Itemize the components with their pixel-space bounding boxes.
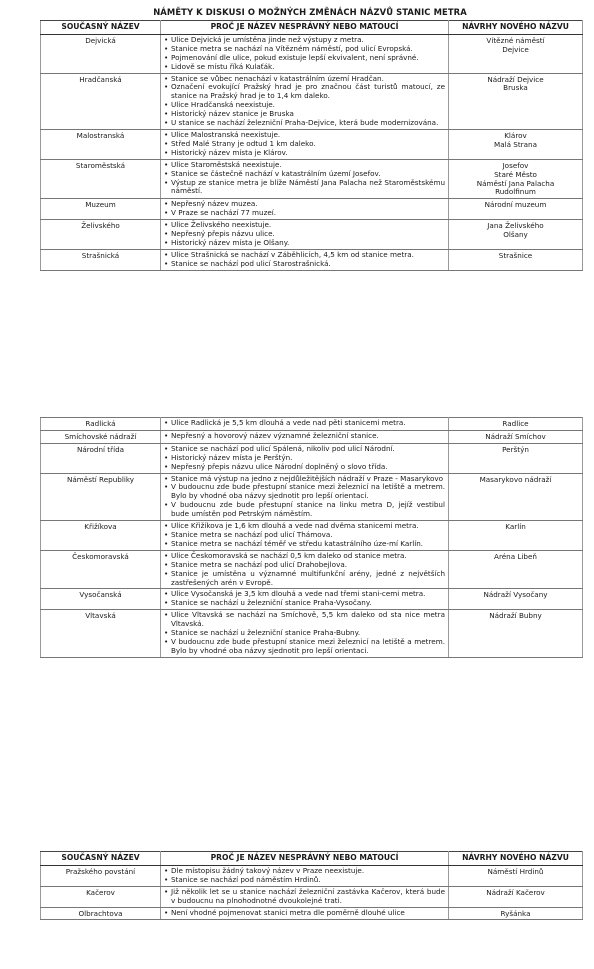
proposed-name: Vítězné náměstí bbox=[486, 35, 545, 45]
table-header-row bbox=[41, 852, 583, 866]
header-why: PROČ JE NÁZEV NESPRÁVNÝ NEBO MATOUCÍ bbox=[161, 21, 449, 35]
proposed-name: Dejvice bbox=[502, 44, 529, 54]
proposals-cell bbox=[449, 418, 583, 431]
table-row bbox=[41, 886, 583, 907]
reasons-cell bbox=[161, 430, 449, 443]
header-current-name: SOUČASNÝ NÁZEV bbox=[41, 21, 161, 35]
current-station-name: Hradčanská bbox=[41, 73, 161, 129]
table-row bbox=[41, 865, 583, 886]
proposals-cell bbox=[449, 73, 583, 129]
table-row bbox=[41, 249, 583, 270]
reason-item: • Střed Malé Strany je odtud 1 km daleko. bbox=[164, 140, 445, 149]
proposed-name: Jana Želivského bbox=[487, 221, 544, 231]
proposed-name: Náměstí Hrdinů bbox=[487, 866, 544, 876]
reason-item: • V Praze se nachází 77 muzeí. bbox=[164, 209, 445, 218]
reason-item: • Dle místopisu žádný takový název v Praze neexistuje. bbox=[164, 867, 445, 876]
reason-item: • Nepřesný přepis názvu ulice Národní doplněný o slovo třída. bbox=[164, 463, 445, 472]
proposed-name: Olšany bbox=[503, 230, 528, 240]
table-row bbox=[41, 430, 583, 443]
reasons-cell bbox=[161, 865, 449, 886]
current-station-name: Pražského povstání bbox=[41, 865, 161, 886]
reason-item: • Ulice Českomoravská se nachází 0,5 km daleko od stanice metra. bbox=[164, 552, 445, 561]
reason-item: • Historický název místa je Klárov. bbox=[164, 149, 445, 158]
reasons-list bbox=[164, 432, 445, 441]
table-row bbox=[41, 129, 583, 159]
reason-item: • Ulice Želivského neexistuje. bbox=[164, 221, 445, 230]
reason-item: • V budoucnu zde bude přestupní stanice mezi železnicí na letiště a metrem. Bylo by vhodné oba názvy sjednotit pro lepší orientaci. bbox=[164, 638, 445, 656]
table-body bbox=[41, 418, 583, 658]
reason-item: • Historický název místa je Perštýn. bbox=[164, 454, 445, 463]
table-row bbox=[41, 220, 583, 250]
reason-item: • Ulice Strašnická se nachází v Záběhlicích, 4,5 km od stanice metra. bbox=[164, 251, 445, 260]
table-row bbox=[41, 550, 583, 589]
reason-item: • Není vhodné pojmenovat stanici metra dle poměrně dlouhé ulice bbox=[164, 909, 445, 918]
proposed-name: Strašnice bbox=[498, 250, 533, 260]
table-row bbox=[41, 589, 583, 610]
reason-item: • Stanice se nachází pod ulicí Spálená, nikoliv pod ulicí Národní. bbox=[164, 445, 445, 454]
stations-table-2 bbox=[40, 417, 583, 658]
proposals-cell bbox=[449, 589, 583, 610]
reasons-cell bbox=[161, 73, 449, 129]
reason-item: • Ulice Vysočanská je 3,5 km dlouhá a vede nad třemi stani-cemi metra. bbox=[164, 590, 445, 599]
proposals-cell bbox=[449, 610, 583, 658]
proposals-cell bbox=[449, 199, 583, 220]
current-station-name: Radlická bbox=[41, 418, 161, 431]
current-station-name: Národní třída bbox=[41, 443, 161, 473]
current-station-name: Vysočanská bbox=[41, 589, 161, 610]
reason-item: • Ulice Křižíkova je 1,6 km dlouhá a vede nad dvěma stanicemi metra. bbox=[164, 522, 445, 531]
table-row bbox=[41, 199, 583, 220]
table-row bbox=[41, 73, 583, 129]
reasons-list bbox=[164, 552, 445, 588]
reason-item: • Stanice se nachází pod náměstím Hrdinů. bbox=[164, 876, 445, 885]
reason-item: • Ulice Hradčanská neexistuje. bbox=[164, 101, 445, 110]
proposed-name: Staré Město bbox=[494, 169, 537, 179]
reasons-cell bbox=[161, 34, 449, 73]
reasons-cell bbox=[161, 550, 449, 589]
proposals-cell bbox=[449, 34, 583, 73]
reason-item: • Lidově se místu říká Kulaťák. bbox=[164, 63, 445, 72]
reasons-list bbox=[164, 590, 445, 608]
reason-item: • Stanice metra se nachází pod ulicí Drahobejlova. bbox=[164, 561, 445, 570]
proposals-cell bbox=[449, 159, 583, 199]
reason-item: • Historický název stanice je Bruska bbox=[164, 110, 445, 119]
reason-item: • Nepřesný přepis názvu ulice. bbox=[164, 230, 445, 239]
current-station-name: Kačerov bbox=[41, 886, 161, 907]
table-row bbox=[41, 521, 583, 551]
table-body bbox=[41, 865, 583, 920]
proposals-cell bbox=[449, 907, 583, 920]
reason-item: • U stanice se nachází železniční Praha-Dejvice, která bude modernizována. bbox=[164, 119, 445, 128]
stations-table-3 bbox=[40, 851, 583, 920]
reasons-cell bbox=[161, 159, 449, 199]
reasons-list bbox=[164, 36, 445, 72]
proposals-cell bbox=[449, 220, 583, 250]
proposed-name: Klárov bbox=[504, 130, 527, 140]
reason-item: • Již několik let se u stanice nachází železniční zastávka Kačerov, která bude v budoucnu na plnohodnotné dvoukolejné trati. bbox=[164, 888, 445, 906]
reasons-cell bbox=[161, 220, 449, 250]
reason-item: • Stanice metra se nachází pod ulicí Thámova. bbox=[164, 531, 445, 540]
current-station-name: Náměstí Republiky bbox=[41, 473, 161, 521]
proposals-cell bbox=[449, 129, 583, 159]
reasons-cell bbox=[161, 249, 449, 270]
proposed-name: Nádraží Vysočany bbox=[483, 590, 548, 600]
reasons-list bbox=[164, 867, 445, 885]
reason-item: • Nepřesný a hovorový název významné železniční stanice. bbox=[164, 432, 445, 441]
reasons-list bbox=[164, 475, 445, 520]
proposed-name: Bruska bbox=[503, 83, 528, 93]
table-row bbox=[41, 34, 583, 73]
current-station-name: Malostranská bbox=[41, 129, 161, 159]
proposed-name: Nádraží Bubny bbox=[489, 611, 542, 621]
reasons-list bbox=[164, 200, 445, 218]
current-station-name: Olbrachtova bbox=[41, 907, 161, 920]
reasons-cell bbox=[161, 521, 449, 551]
proposed-name: Josefov bbox=[502, 160, 529, 170]
proposed-name: Nádraží Dejvice bbox=[487, 74, 544, 84]
header-proposals: NÁVRHY NOVÉHO NÁZVU bbox=[449, 21, 583, 35]
proposals-cell bbox=[449, 249, 583, 270]
proposed-name: Náměstí Jana Palacha bbox=[476, 178, 555, 188]
reason-item: • Stanice se nachází u železniční stanice Praha-Bubny. bbox=[164, 629, 445, 638]
reasons-list bbox=[164, 419, 445, 428]
proposals-cell bbox=[449, 521, 583, 551]
reasons-cell bbox=[161, 610, 449, 658]
reason-item: • Historický název místa je Olšany. bbox=[164, 239, 445, 248]
reason-item: • Stanice se nachází pod ulicí Starostrašnická. bbox=[164, 260, 445, 269]
proposals-cell bbox=[449, 865, 583, 886]
reasons-cell bbox=[161, 443, 449, 473]
table-header-row bbox=[41, 21, 583, 35]
proposed-name: Nádraží Smíchov bbox=[485, 431, 546, 441]
table-row bbox=[41, 473, 583, 521]
reason-item: • Stanice má výstup na jedno z nejdůležitějších nádraží v Praze - Masarykovo bbox=[164, 475, 445, 484]
reasons-list bbox=[164, 75, 445, 128]
proposed-name: Národní muzeum bbox=[484, 200, 547, 210]
reason-item: • Výstup ze stanice metra je blíže Náměstí Jana Palacha než Staroměstskému náměstí. bbox=[164, 179, 445, 197]
reason-item: • Stanice metra se nachází na Vítězném náměstí, pod ulicí Evropská. bbox=[164, 45, 445, 54]
current-station-name: Křižíkova bbox=[41, 521, 161, 551]
current-station-name: Muzeum bbox=[41, 199, 161, 220]
proposed-name: Nádraží Kačerov bbox=[486, 887, 545, 897]
proposals-cell bbox=[449, 886, 583, 907]
reasons-cell bbox=[161, 907, 449, 920]
reasons-cell bbox=[161, 473, 449, 521]
reason-item: • Ulice Dejvická je umístěna jinde než výstupy z metra. bbox=[164, 36, 445, 45]
reasons-list bbox=[164, 161, 445, 197]
reasons-cell bbox=[161, 886, 449, 907]
current-station-name: Strašnická bbox=[41, 249, 161, 270]
reasons-cell bbox=[161, 589, 449, 610]
reason-item: • Ulice Malostranská neexistuje. bbox=[164, 131, 445, 140]
reason-item: • Ulice Vltavská se nachází na Smíchově, 5,5 km daleko od sta nice metra Vltavská. bbox=[164, 611, 445, 629]
reason-item: • Stanice metra se nachází téměř ve středu katastrálního úze-mí Karlín. bbox=[164, 540, 445, 549]
reason-item: • Stanice se nachází u železniční stanice Praha-Vysočany. bbox=[164, 599, 445, 608]
table-row bbox=[41, 610, 583, 658]
reason-item: • Ulice Radlická je 5,5 km dlouhá a vede nad pěti stanicemi metra. bbox=[164, 419, 445, 428]
reasons-list bbox=[164, 611, 445, 656]
header-why: PROČ JE NÁZEV NESPRÁVNÝ NEBO MATOUCÍ bbox=[161, 852, 449, 866]
reason-item: • Pojmenování dle ulice, pokud existuje lepší ekvivalent, není správné. bbox=[164, 54, 445, 63]
reasons-list bbox=[164, 221, 445, 248]
reason-item: • V budoucnu zde bude přestupní stanice na linku metra D, jejíž vestibul bude umístěn pod Petrským náměstím. bbox=[164, 501, 445, 519]
reason-item: • Ulice Staroměstská neexistuje. bbox=[164, 161, 445, 170]
proposals-cell bbox=[449, 430, 583, 443]
reasons-list bbox=[164, 251, 445, 269]
proposed-name: Ryšánka bbox=[500, 908, 531, 918]
table-row bbox=[41, 418, 583, 431]
header-proposals: NÁVRHY NOVÉHO NÁZVU bbox=[449, 852, 583, 866]
proposed-name: Masarykovo nádraží bbox=[479, 474, 552, 484]
proposals-cell bbox=[449, 550, 583, 589]
reasons-list bbox=[164, 131, 445, 158]
proposals-cell bbox=[449, 473, 583, 521]
current-station-name: Želivského bbox=[41, 220, 161, 250]
stations-table-1 bbox=[40, 20, 583, 271]
reasons-list bbox=[164, 445, 445, 472]
current-station-name: Staroměstská bbox=[41, 159, 161, 199]
proposals-cell bbox=[449, 443, 583, 473]
proposed-name: Radlice bbox=[502, 419, 529, 428]
document-title: NÁMĚTY K DISKUSI O MOŽNÝCH ZMĚNÁCH NÁZVŮ STANIC METRA bbox=[153, 7, 467, 17]
proposed-name: Aréna Libeň bbox=[494, 551, 537, 561]
reason-item: • V budoucnu zde bude přestupní stanice mezi železnicí na letiště a metrem. Bylo by vhodné oba názvy sjednotit pro lepší orientaci. bbox=[164, 483, 445, 501]
reasons-list bbox=[164, 888, 445, 906]
reason-item: • Označení evokující Pražský hrad je pro značnou část turistů matoucí, ze stanice na Pražský hrad je to 1,4 km daleko. bbox=[164, 83, 445, 101]
current-station-name: Dejvická bbox=[41, 34, 161, 73]
current-station-name: Smíchovské nádraží bbox=[41, 430, 161, 443]
proposed-name: Karlín bbox=[505, 522, 526, 532]
reason-item: • Stanice je umístěna u významné multifunkční arény, jedné z největších zastřešených arén v Evropě. bbox=[164, 570, 445, 588]
reason-item: • Stanice se částečně nachází v katastrálním území Josefov. bbox=[164, 170, 445, 179]
reasons-list bbox=[164, 522, 445, 549]
reasons-cell bbox=[161, 129, 449, 159]
table-row bbox=[41, 907, 583, 920]
proposed-name: Malá Strana bbox=[494, 139, 537, 149]
reason-item: • Stanice se vůbec nenachází v katastrálním území Hradčan. bbox=[164, 75, 445, 84]
reason-item: • Nepřesný název muzea. bbox=[164, 200, 445, 209]
header-current-name: SOUČASNÝ NÁZEV bbox=[41, 852, 161, 866]
reasons-list bbox=[164, 909, 445, 918]
proposed-name: Rudolfinum bbox=[495, 187, 536, 197]
reasons-cell bbox=[161, 418, 449, 431]
table-row bbox=[41, 159, 583, 199]
current-station-name: Vltavská bbox=[41, 610, 161, 658]
current-station-name: Českomoravská bbox=[41, 550, 161, 589]
proposed-name: Perštýn bbox=[502, 444, 529, 454]
table-body bbox=[41, 34, 583, 270]
reasons-cell bbox=[161, 199, 449, 220]
table-row bbox=[41, 443, 583, 473]
